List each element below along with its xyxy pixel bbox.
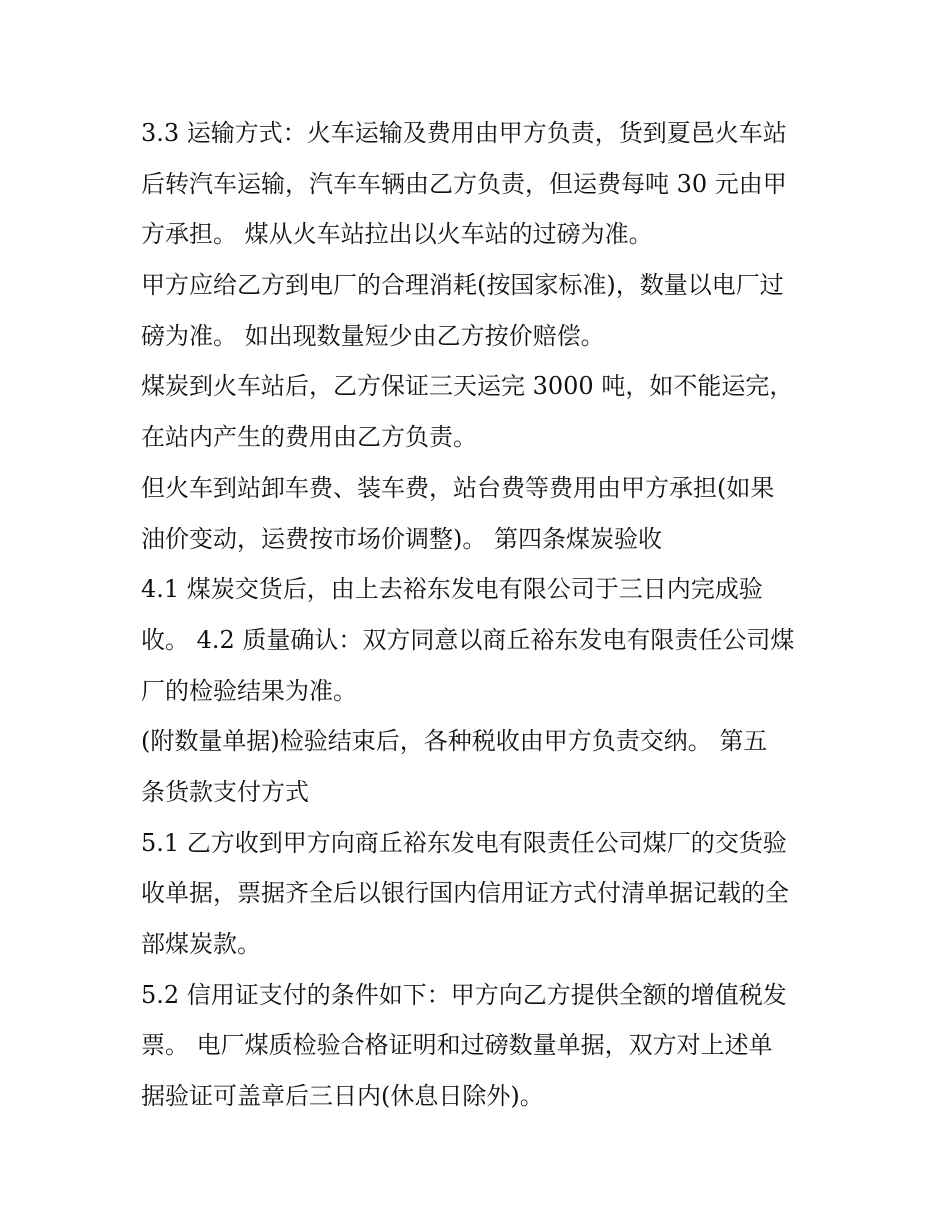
text-line-15: 5.1 乙方收到甲方向商丘裕东发电有限责任公司煤厂的交货验: [141, 828, 787, 857]
text-line-3: 方承担。 煤从火车站拉出以火车站的过磅为准。: [141, 220, 653, 249]
text-line-10: 4.1 煤炭交货后，由上去裕东发电有限公司于三日内完成验: [141, 575, 763, 604]
text-line-20: 据验证可盖章后三日内(休息日除外)。: [141, 1082, 544, 1111]
text-line-1: 3.3 运输方式：火车运输及费用由甲方负责，货到夏邑火车站: [141, 119, 787, 147]
text-line-13: (附数量单据)检验结束后，各种税收由甲方负责交纳。 第五: [141, 727, 768, 756]
text-line-11: 收。 4.2 质量确认：双方同意以商丘裕东发电有限责任公司煤: [141, 625, 795, 654]
text-line-7: 在站内产生的费用由乙方负责。: [141, 423, 477, 452]
text-line-8: 但火车到站卸车费、装车费，站台费等费用由甲方承担(如果: [141, 473, 775, 502]
text-line-18: 5.2 信用证支付的条件如下：甲方向乙方提供全额的增值税发: [141, 980, 787, 1009]
text-line-17: 部煤炭款。: [141, 930, 261, 958]
text-line-4: 甲方应给乙方到电厂的合理消耗(按国家标准)，数量以电厂过: [141, 271, 784, 300]
text-line-14: 条货款支付方式: [141, 777, 309, 806]
text-line-16: 收单据，票据齐全后以银行国内信用证方式付清单据记载的全: [141, 879, 789, 908]
text-line-5: 磅为准。 如出现数量短少由乙方按价赔偿。: [141, 321, 605, 350]
text-line-19: 票。 电厂煤质检验合格证明和过磅数量单据，双方对上述单: [141, 1031, 773, 1060]
text-line-6: 煤炭到火车站后，乙方保证三天运完 3000 吨，如不能运完，: [141, 372, 794, 401]
contract-text-block: [141, 108, 821, 1122]
text-line-2: 后转汽车运输，汽车车辆由乙方负责，但运费每吨 30 元由甲: [141, 169, 787, 198]
text-line-12: 厂的检验结果为准。: [141, 676, 357, 705]
text-line-9: 油价变动，运费按市场价调整)。 第四条煤炭验收: [141, 524, 662, 553]
